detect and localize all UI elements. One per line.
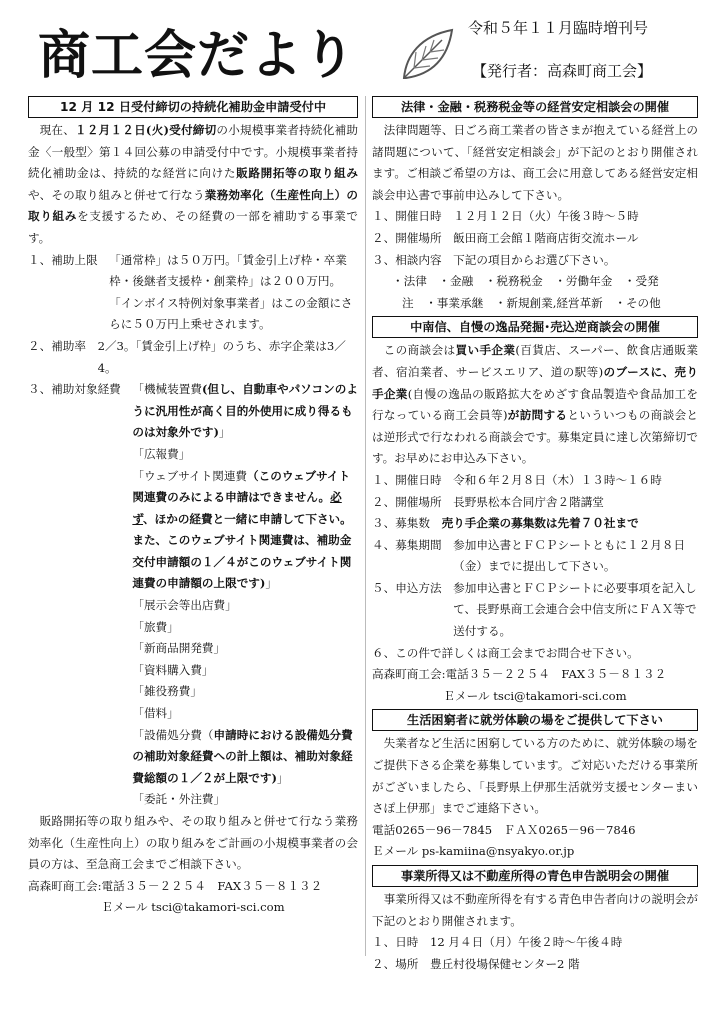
expense-item: 「借料」 <box>132 706 179 721</box>
subsidy-closing: 販路開拓等の取り組みや、その取り組みと併せて行なう業務効率化（生産性向上）の取り組みをご計画の小規模事業者の会員の方は、至急商工会までご相談下さい。 <box>28 814 358 872</box>
expense-item: 「新商品開発費」 <box>132 641 226 656</box>
trade-fair-item: ４、募集期間 参加申込書とＦＣＰシートともに１２月８日（金）までに提出して下さい。 <box>372 537 686 574</box>
issue-label: 令和５年１１月臨時増刊号 <box>468 19 649 37</box>
expense-item: 「旅費」 <box>132 619 179 634</box>
trade-fair-item: １、開催日時 令和６年２月８日（木）１３時～１６時 <box>372 472 662 487</box>
expense-item: 「雑役務費」 <box>132 684 202 699</box>
tax-briefing-item: １、日時 12 月４日（月）午後２時～午後４時 <box>372 935 623 950</box>
expense-item: 「展示会等出店費」 <box>132 598 237 613</box>
contact-email: Ｅメール tsci@takamori-sci.com <box>101 900 285 915</box>
leaf-icon <box>398 26 458 84</box>
subsidy-item-expenses: ３、補助対象経費 「機械装置費(但し、自動車やパソコンのように汎用性が高く目的外使用に成り得るものは対象外です)」 「広報費」 「ウェブサイト関連費（このウェブサイト関連費のみによる申請はできません。必ず、ほかの経費と一緒に申請して下さい。また、このウェブサイト関連費は、補助金交付申請額の１／４がこのウェブサイト関連費の申請額の上限です)」 「展示会等出店費」 「旅費」 「新商品開発費」 「資料購入費」 「雑役務費」 「借料」 「設備処分費（申請時における設備処分費の補助対象経費への計上額は、補助対象経費総額の１／２が上限です)」 「委託・外注費」 <box>28 379 358 811</box>
trade-fair-item: ２、開催場所 長野県松本合同庁舎２階講堂 <box>372 494 604 509</box>
trade-fair-body: この商談会は買い手企業(百貨店、スーパー、飲食店通販業者、宿泊業者、サービスエリア、道の駅等)のブースに、売り手企業(自慢の逸品の販路拡大をめざす食品製造や食品加工を行なっている商工会員等)が訪問するといういつもの商談会とは逆形式で行なわれる商談会です。募集定員に達し次第締切です。お早めにお申込み下さい。 <box>372 343 698 466</box>
left-column <box>28 96 358 919</box>
expense-item: 「委託・外注費」 <box>132 792 226 807</box>
expense-item: 「ウェブサイト関連費（このウェブサイト関連費のみによる申請はできません。必ず、ほかの経費と一緒に申請して下さい。また、このウェブサイト関連費は、補助金交付申請額の１／４がこのウェブサイト関連費の申請額の上限です)」 <box>132 468 352 591</box>
expense-item: 「機械装置費(但し、自動車やパソコンのように汎用性が高く目的外使用に成り得るものは対象外です)」 <box>132 382 358 440</box>
subsidy-intro: 現在、１２月１２日(火)受付締切の小規模事業者持続化補助金〈一般型〉第１４回公募の申請受付中です。小規模事業者持続化補助金は、持続的な経営に向けた販路開拓等の取り組みや、その取り組みと併せて行なう業務効率化（生産性向上）の取り組みを支援するため、その経費の一部を補助する事業です。 <box>28 123 358 245</box>
subsidy-item-limit: １、補助上限 「通常枠」は５０万円。「賃金引上げ枠・卒業枠・後継者支援枠・創業枠」は２００万円。「インボイス特例対象事業者」はこの金額にさらに５０万円上乗せされます。 <box>28 252 353 332</box>
trade-fair-item: ３、募集数 売り手企業の募集数は先着７０社まで <box>372 516 639 531</box>
consultation-topics: ・法律 ・金融 ・税務税金 ・労働年金 ・受発 <box>392 274 659 289</box>
expense-item: 「広報費」 <box>132 446 191 461</box>
consultation-item: ３、相談内容 下記の項目からお選び下さい。 <box>372 252 616 267</box>
employment-phone: 電話0265－96－7845 ＦＡＸ0265－96－7846 <box>372 822 636 837</box>
tax-briefing-body: 事業所得又は不動産所得を有する青色申告者向けの説明会が下記のとおり開催されます。 <box>372 892 698 928</box>
tax-briefing-header: 事業所得又は不動産所得の青色申告説明会の開催 <box>372 865 698 887</box>
contact-line: 高森町商工会:電話３５－２２５４ FAX３５－８１３２ <box>28 878 323 893</box>
right-column <box>372 96 698 975</box>
subsidy-header: 12 月 12 日受付締切の持続化補助金申請受付中 <box>28 96 358 118</box>
consultation-item: ２、開催場所 飯田商工会館１階商店街交流ホール <box>372 230 639 245</box>
newsletter-title: 商工会だより <box>38 26 357 86</box>
tax-briefing-item: ２、場所 豊丘村役場保健センター2 階 <box>372 956 580 971</box>
expense-item: 「資料購入費」 <box>132 662 214 677</box>
expense-item: 「設備処分費（申請時における設備処分費の補助対象経費への計上額は、補助対象経費総額の１／２が上限です)」 <box>132 727 353 785</box>
employment-email: Ｅメール ps-kamiina@nsyakyo.or.jp <box>372 844 575 859</box>
consultation-header: 法律・金融・税務税金等の経営安定相談会の開催 <box>372 96 698 118</box>
contact-email: Ｅメール tsci@takamori-sci.com <box>443 688 627 703</box>
consultation-topics: 注 ・事業承継 ・新規創業,経営革新 ・その他 <box>402 295 661 310</box>
trade-fair-item: ５、申込方法 参加申込書とＦＣＰシートに必要事項を記入して、長野県商工会連合会中信支所にＦＡＸ等で送付する。 <box>372 580 697 639</box>
consultation-item: １、開催日時 １２月１２日（火）午後３時～５時 <box>372 209 639 224</box>
trade-fair-item: ６、この件で詳しくは商工会までお問合せ下さい。 <box>372 645 639 660</box>
contact-line: 高森町商工会:電話３５－２２５４ FAX３５－８１３２ <box>372 667 667 682</box>
consultation-body: 法律問題等、日ごろ商工業者の皆さまが抱えている経営上の諸問題について、「経営安定相談会」が下記のとおり開催されます。ご相談ご希望の方は、商工会に用意してある経営安定相談会申込書で事前申込みして下さい。 <box>372 123 698 202</box>
employment-header: 生活困窮者に就労体験の場をご提供して下さい <box>372 709 698 731</box>
trade-fair-header: 中南信、自慢の逸品発掘･売込逆商談会の開催 <box>372 316 698 338</box>
publisher-label: 【発行者：高森町商工会】 <box>472 62 653 80</box>
column-divider <box>365 96 366 956</box>
expense-list <box>132 379 358 811</box>
employment-body: 失業者など生活に困窮している方のために、就労体験の場をご提供下さる企業を募集しています。ご対応いただける事業所がございましたら、「長野県上伊那生活就労支援センターまいさぽ上伊那」までご連絡下さい。 <box>372 736 698 816</box>
subsidy-item-rate: ２、補助率 2／3。「賃金引上げ枠」のうち、赤字企業は3／4。 <box>28 338 346 375</box>
